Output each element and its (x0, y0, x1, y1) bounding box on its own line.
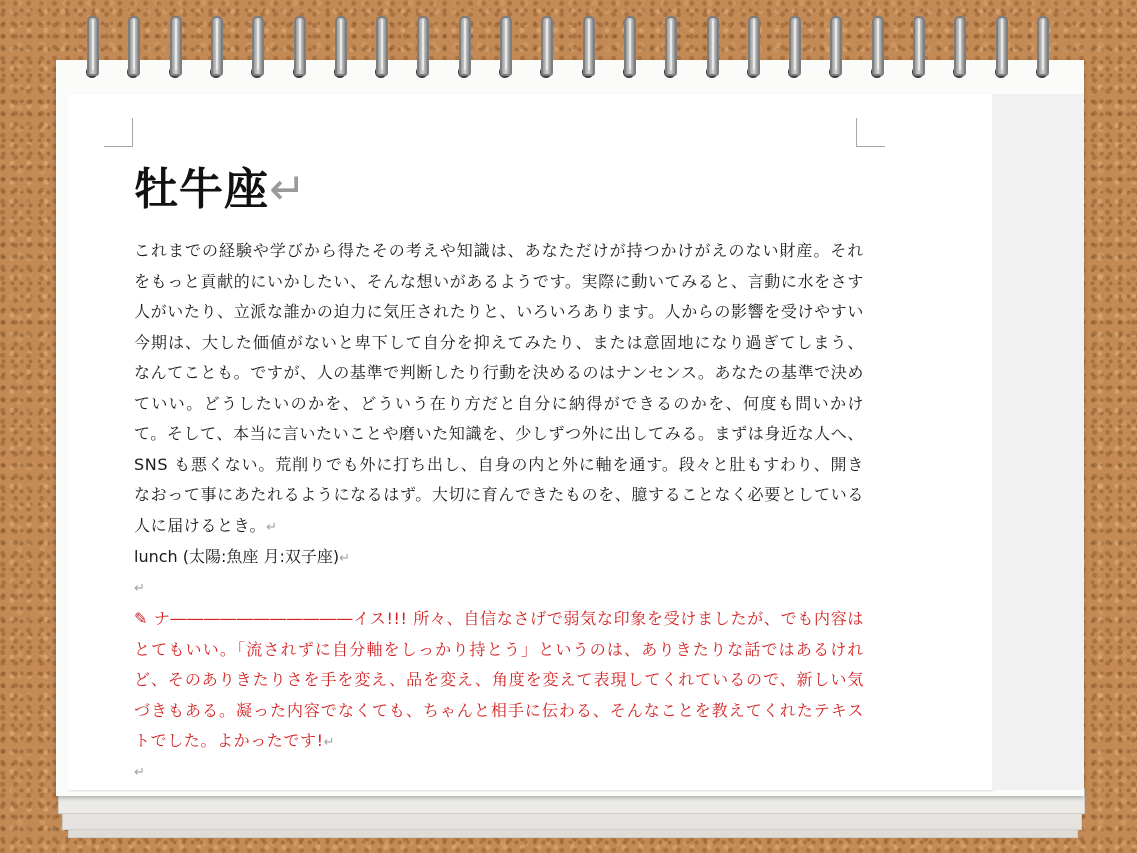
pencil-icon: ✎ (134, 609, 149, 628)
paragraph-mark-icon: ↵ (339, 551, 351, 566)
comment-text: ナ―――――――――――イス!!! 所々、自信なさげで弱気な印象を受けましたが、でも内容はとてもいい。「流されずに自分軸をしっかり持とう」というのは、ありきたりな話ではあるけれど、そのありきたりさを手を変え、品を変え、角度を変えて表現してくれているので、新しい気づきもある。凝った内容でなくても、ちゃんと相手に伝わる、そんなことを教えてくれたテキストでした。よかったです! (134, 609, 865, 750)
review-comment[interactable] (134, 604, 864, 759)
crop-mark-top-right (856, 118, 885, 147)
birth-info-text: lunch (太陽:魚座 月:双子座) (134, 547, 340, 566)
paragraph-mark-icon: ↵ (134, 581, 145, 596)
title-text: 牡牛座 (134, 164, 269, 215)
paragraph-mark-icon: ↵ (266, 519, 278, 535)
paragraph-mark-icon: ↵ (134, 765, 145, 780)
document-margin-strip (992, 94, 1084, 790)
paragraph-mark-icon: ↵ (323, 735, 336, 750)
horoscope-body[interactable] (134, 236, 864, 543)
crop-mark-top-left (104, 118, 133, 147)
empty-line[interactable] (134, 572, 145, 604)
empty-line[interactable] (134, 756, 145, 788)
birth-info-line[interactable] (134, 542, 350, 574)
paragraph-mark-icon: ↵ (269, 164, 307, 215)
body-text: これまでの経験や学びから得たその考えや知識は、あなただけが持つかけがえのない財産。それをもっと貢献的にいかしたい、そんな想いがあるようです。実際に動いてみると、言動に水をさす人がいたり、立派な誰かの迫力に気圧されたりと、いろいろあります。人からの影響を受けやすい今期は、大した価値がないと卑下して自分を抑えてみたり、または意固地になり過ぎてしまう、なんてことも。ですが、人の基準で判断したり行動を決めるのはナンセンス。あなたの基準で決めていい。どうしたいのかを、どういう在り方だと自分に納得ができるのかを、何度も問いかけて。そして、本当に言いたいことや磨いた知識を、少しずつ外に出してみる。まずは身近な人へ、SNS も悪くない。荒削りでも外に打ち出し、自身の内と外に軸を通す。段々と肚もすわり、開きなおって事にあたれるようになるはず。大切に育んできたものを、臆することなく必要としている人に届けるとき。 (134, 241, 864, 535)
document-title[interactable] (134, 162, 307, 218)
